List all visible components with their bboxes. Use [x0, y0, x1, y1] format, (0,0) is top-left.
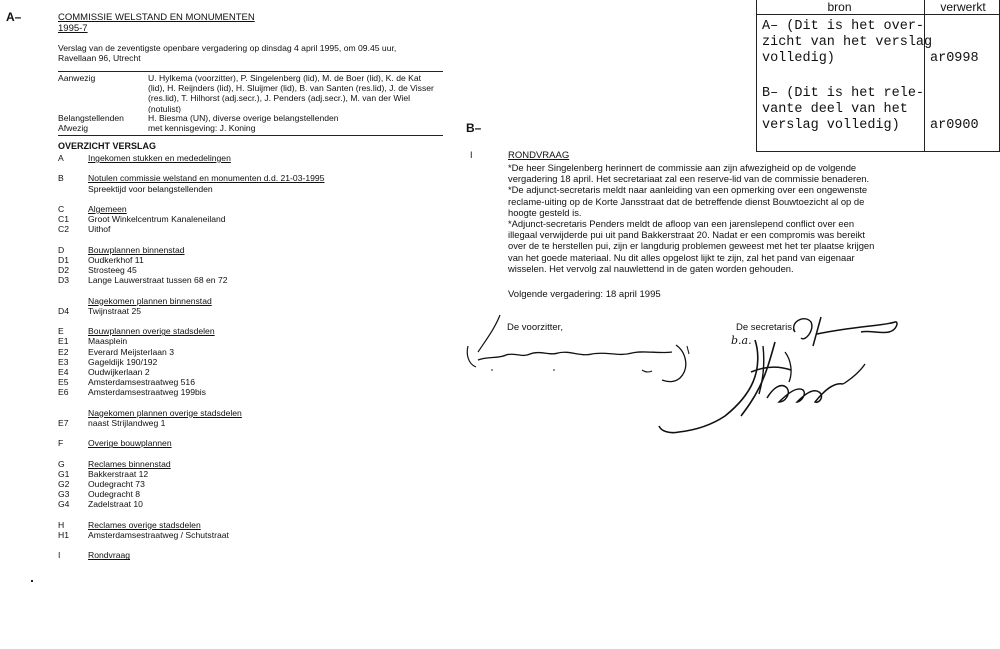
- overview-section-heading: Nagekomen plannen binnenstad: [88, 295, 212, 306]
- overview-item-code: E2: [58, 346, 69, 357]
- table-row-b-code: ar0900: [930, 118, 979, 133]
- overview-item-code: C2: [58, 224, 69, 235]
- rondvraag-line: *De adjunct-secretaris meldt naar aanleiding van een opmerking over een ongewenste: [508, 184, 868, 196]
- overview-item-code: E7: [58, 417, 69, 428]
- overview-item-code: A: [58, 153, 64, 163]
- overview-item-code: E6: [58, 387, 69, 398]
- rondvraag-line: wisselen. Het vervolg zal nauwlettend in de gaten worden gehouden.: [508, 262, 794, 274]
- overview-item-text: Spreektijd voor belangstellenden: [88, 183, 213, 194]
- overview-item-text: Oudegracht 8: [88, 489, 141, 500]
- overview-item-code: C: [58, 203, 65, 214]
- marker-b: B–: [466, 121, 482, 135]
- rondvraag-line: *De heer Singelenberg herinnert de commissie aan zijn afwezigheid op de volgende: [508, 162, 857, 173]
- overview-item-code: H: [58, 519, 65, 530]
- attendance-label: Afwezig: [58, 123, 89, 134]
- overview-item-code: F: [58, 438, 64, 449]
- overview-item-code: B: [58, 173, 64, 184]
- overview-item-code: G1: [58, 468, 70, 479]
- overview-item-text: Lange Lauwerstraat tussen 68 en 72: [88, 275, 228, 286]
- overview-item-text: Gageldijk 190/192: [88, 356, 158, 367]
- overview-item-text: Groot Winkelcentrum Kanaleneiland: [88, 214, 226, 225]
- table-header-divider: [756, 14, 1000, 15]
- attendance-value: H. Biesma (UN), diverse overige belangstellenden: [148, 113, 339, 123]
- chair-label: De voorzitter,: [507, 322, 563, 333]
- overview-item-code: G4: [58, 499, 70, 510]
- overview-item-text: Twijnstraat 25: [88, 305, 142, 316]
- attendance-row-present: [58, 73, 443, 113]
- overview-section-heading: Bouwplannen binnenstad: [88, 244, 185, 255]
- secretary-label: De secretaris,: [736, 322, 795, 333]
- table-row-b-description: B– (Dit is het rele- vante deel van het verslag volledig): [762, 86, 925, 133]
- overview-item-code: H1: [58, 529, 69, 540]
- overview-item-text: Strosteeg 45: [88, 265, 137, 276]
- secretary-initials: b.a.: [731, 334, 752, 347]
- section-number: I: [470, 150, 473, 160]
- overview-item-text: Bakkerstraat 12: [88, 468, 149, 479]
- meeting-description-line2: Ravellaan 96, Utrecht: [58, 53, 141, 63]
- document-number: 1995-7: [58, 23, 88, 34]
- overview-section-heading: Notulen commissie welstand en monumenten d.d. 21-03-1995: [88, 173, 325, 184]
- overview-item-code: D4: [58, 305, 69, 316]
- overview-section-heading: Bouwplannen overige stadsdelen: [88, 326, 215, 337]
- overview-item-text: Oudegracht 73: [88, 479, 145, 489]
- secretary-signature: [655, 312, 935, 442]
- column-header-source: bron: [827, 0, 852, 14]
- overview-item-code: G: [58, 458, 65, 469]
- rondvraag-body: [508, 162, 874, 274]
- table-row-a-description: A– (Dit is het over- zicht van het verslag volledig): [762, 19, 933, 66]
- attendance-value: U. Hylkema (voorzitter), P. Singelenberg (lid), M. de Boer (lid), K. de Kat (lid), H. Reijnders (lid), H. Sluijmer (lid), B. van Santen (res.lid), J. de Visser (res.lid), T. Hilhorst (adj.secr.), J. Penders (adj.secr.), M. van der Wiel (notulist): [148, 73, 434, 113]
- overview-item-code: G3: [58, 489, 70, 500]
- rondvraag-line: reclame-uiting op de Korte Jansstraat dat de betreffende dienst Bouwtoezicht al op de: [508, 195, 865, 207]
- overview-item-code: E5: [58, 377, 69, 388]
- overview-item-code: C1: [58, 214, 69, 225]
- overview-item-text: Zadelstraat 10: [88, 499, 143, 510]
- overview-item-text: Everard Meijsterlaan 3: [88, 346, 174, 357]
- meeting-description-line1: Verslag van de zeventigste openbare vergadering op dinsdag 4 april 1995, om 09.45 uur,: [58, 43, 397, 53]
- rondvraag-line: hoogte gesteld is.: [508, 206, 582, 218]
- overview-section-heading: Algemeen: [88, 203, 127, 214]
- column-header-processed: verwerkt: [940, 0, 986, 14]
- attendance-row-absent: [58, 123, 443, 133]
- scan-speck: [31, 580, 33, 582]
- rondvraag-heading: RONDVRAAG: [508, 150, 570, 161]
- overview-item-text: Uithof: [88, 224, 111, 235]
- overview-section-heading: Reclames binnenstad: [88, 458, 171, 469]
- table-border-bottom: [756, 151, 1000, 152]
- overview-item-code: D1: [58, 254, 69, 265]
- overview-section-heading: Nagekomen plannen overige stadsdelen: [88, 407, 242, 418]
- overview-item-text: Amsterdamsestraatweg 516: [88, 377, 195, 388]
- overview-item-code: E3: [58, 356, 69, 367]
- overview-item-code: E1: [58, 336, 69, 347]
- attendance-label: Belangstellenden: [58, 113, 124, 123]
- attendance-table: [58, 73, 443, 133]
- attendance-label: Aanwezig: [58, 73, 96, 83]
- overview-item-code: D: [58, 244, 65, 255]
- overview-title: OVERZICHT VERSLAG: [58, 141, 157, 151]
- marker-a: A–: [6, 10, 22, 24]
- overview-section-heading: Rondvraag: [88, 550, 131, 561]
- next-meeting-date: Volgende vergadering: 18 april 1995: [508, 289, 661, 300]
- overview-item-text: Oudkerkhof 11: [88, 254, 144, 265]
- overview-item-code: E4: [58, 366, 69, 377]
- rondvraag-line: vergadering 18 april. Het secretariaat zal een reserve-lid van de commissie benaderen.: [508, 173, 870, 185]
- overview-section-heading: Overige bouwplannen: [88, 438, 172, 449]
- organization-title: COMMISSIE WELSTAND EN MONUMENTEN: [58, 12, 255, 23]
- source-table: [756, 0, 1000, 152]
- overview-item-code: D2: [58, 265, 69, 276]
- divider-bottom: [58, 135, 443, 136]
- overview-item-code: E: [58, 326, 64, 337]
- attendance-value: met kennisgeving: J. Koning: [148, 123, 256, 134]
- table-border-left: [756, 0, 757, 152]
- rondvraag-line: over de te herstellen pui, zijn er langdurig problemen geweest met het ter plaatse krijgen: [508, 240, 875, 252]
- table-row-a-code: ar0998: [930, 51, 979, 66]
- overview-item-code: I: [58, 550, 61, 561]
- rondvraag-line: van het goede materiaal. Nu dit alles opgelost lijkt te zijn, zal het pand van eigenaar: [508, 251, 855, 263]
- rondvraag-line: *Adjunct-secretaris Penders meldt de afloop van een jarenslepend conflict over een: [508, 218, 855, 230]
- divider-top: [58, 71, 443, 72]
- overview-item-text: naast Strijlandweg 1: [88, 417, 166, 428]
- overview-item-text: Amsterdamsestraatweg / Schutstraat: [88, 529, 229, 540]
- attendance-row-interested: [58, 113, 443, 123]
- overview-item-text: Maasplein: [88, 336, 128, 347]
- overview-item-text: Oudwijkerlaan 2: [88, 366, 150, 377]
- overview-section-heading: Ingekomen stukken en mededelingen: [88, 153, 231, 163]
- overview-item-text: Amsterdamsestraatweg 199bis: [88, 387, 206, 398]
- rondvraag-line: illegaal verwijderde pui uit pand Bakkerstraat 20. Nadat er een compromis was bereikt: [508, 229, 865, 241]
- overview-section-heading: Reclames overige stadsdelen: [88, 519, 201, 530]
- overview-item-code: G2: [58, 479, 70, 489]
- overview-item-code: D3: [58, 275, 69, 286]
